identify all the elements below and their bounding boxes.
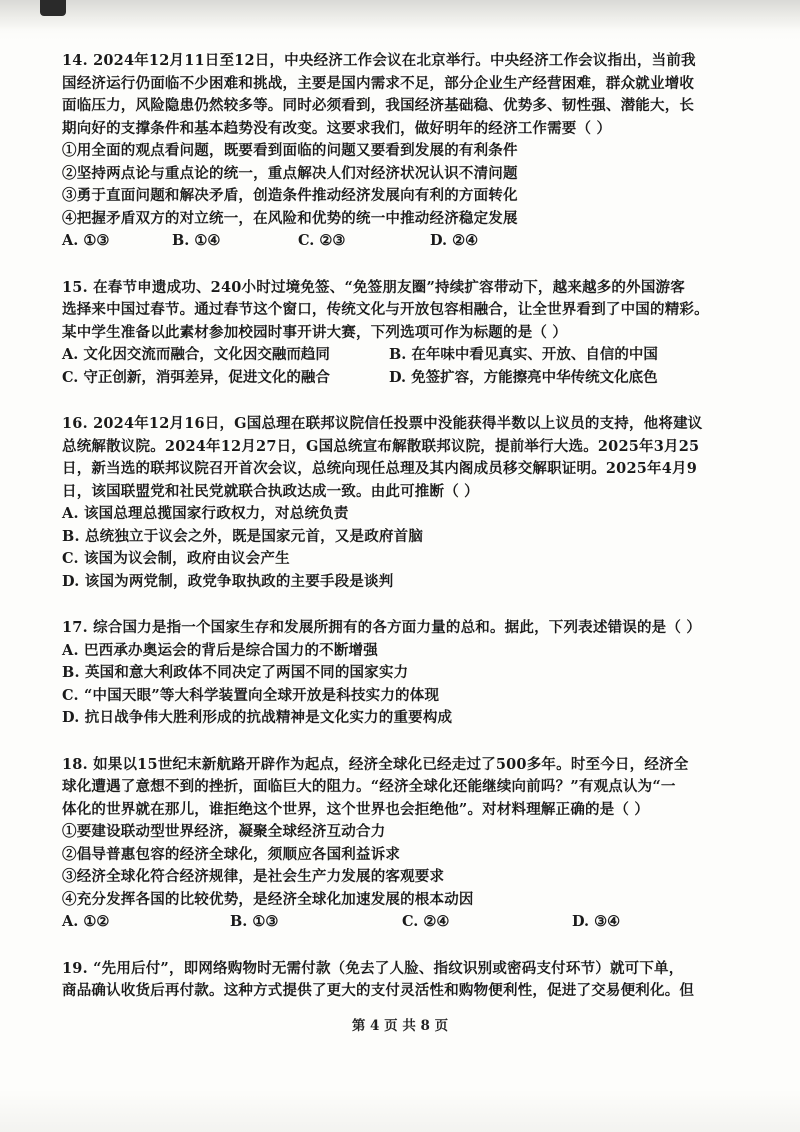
- question-14-option-c: C. ②③: [298, 232, 346, 249]
- question-18-stem-line: 体化的世界就在那儿，谁拒绝这个世界，这个世界也会拒绝他”。对材料理解正确的是（ ）: [62, 800, 650, 818]
- questions-area: [62, 50, 716, 1027]
- question-14-statement: ④把握矛盾双方的对立统一，在风险和优势的统一中推动经济稳定发展: [62, 209, 518, 227]
- question-16-option-d: D. 该国为两党制，政党争取执政的主要手段是谈判: [62, 572, 394, 590]
- question-16-stem-line: 16. 2024年12月16日，G国总理在联邦议院信任投票中没能获得半数以上议员的支持，他将建议: [62, 415, 703, 432]
- question-17-option-d: D. 抗日战争伟大胜利形成的抗战精神是文化实力的重要构成: [62, 709, 453, 726]
- question-15-stem-line: 选择来中国过春节。通过春节这个窗口，传统文化与开放包容相融合，让全世界看到了中国的精彩。: [62, 301, 709, 318]
- question-15-option-d: D. 免签扩容，方能擦亮中华传统文化底色: [389, 368, 658, 386]
- question-15-options-row-1: [62, 344, 716, 367]
- question-16-option-b: B. 总统独立于议会之外，既是国家元首，又是政府首脑: [62, 527, 424, 545]
- question-18-stem-line: 18. 如果以15世纪末新航路开辟作为起点，经济全球化已经走过了500多年。时至今日，经济全: [62, 755, 689, 773]
- question-18-stem-line: 球化遭遇了意想不到的挫折，面临巨大的阻力。“经济全球化还能继续向前吗？”有观点认为“一: [62, 778, 676, 795]
- question-18: [62, 754, 716, 934]
- question-19-stem-line: 19. “先用后付”，即网络购物时无需付款（免去了人脸、指纹识别或密码支付环节）就可下单，: [62, 959, 684, 977]
- question-18-statement: ②倡导普惠包容的经济全球化，须顺应各国利益诉求: [62, 845, 401, 863]
- question-19-stem-line: 商品确认收货后再付款。这种方式提供了更大的支付灵活性和购物便利性，促进了交易便利化。但: [62, 982, 695, 999]
- question-18-statement: ③经济全球化符合经济规律，是社会生产力发展的客观要求: [62, 868, 445, 885]
- question-17-option-a: A. 巴西承办奥运会的背后是综合国力的不断增强: [62, 641, 378, 659]
- question-15-options-row-2: [62, 367, 716, 390]
- question-15-option-b: B. 在年味中看见真实、开放、自信的中国: [389, 346, 658, 363]
- question-18-statement: ①要建设联动型世界经济，凝聚全球经济互动合力: [62, 823, 386, 840]
- question-14-stem-line: 国经济运行仍面临不少困难和挑战，主要是国内需求不足，部分企业生产经营困难，群众就业增收: [62, 74, 695, 92]
- question-14-statement: ②坚持两点论与重点论的统一，重点解决人们对经济状况认识不清问题: [62, 164, 518, 182]
- question-14-options: [62, 230, 716, 253]
- question-18-option-a: A. ①②: [62, 913, 110, 930]
- question-17-option-c: C. “中国天眼”等大科学装置向全球开放是科技实力的体现: [62, 686, 440, 704]
- binder-clip-mark: [40, 0, 66, 16]
- page-number: 第 4 页 共 8 页: [351, 1018, 449, 1034]
- question-14-option-a: A. ①③: [62, 232, 110, 249]
- question-14-stem-line: 面临压力，风险隐患仍然较多等。同时必须看到，我国经济基础稳、优势多、韧性强、潜能大，长: [62, 97, 695, 114]
- question-18-option-b: B. ①③: [230, 913, 279, 930]
- question-14-option-b: B. ①④: [172, 232, 221, 249]
- question-16: [62, 413, 716, 593]
- question-14-option-d: D. ②④: [430, 232, 479, 249]
- question-16-option-c: C. 该国为议会制，政府由议会产生: [62, 550, 290, 567]
- question-15-option-a: A. 文化因交流而融合，文化因交融而趋同: [62, 346, 330, 363]
- question-16-stem-line: 日，新当选的联邦议院召开首次会议，总统向现任总理及其内阁成员移交解职证明。2025年4月9: [62, 460, 698, 477]
- question-17: [62, 617, 716, 730]
- question-14-stem-line: 期向好的支撑条件和基本趋势没有改变。这要求我们，做好明年的经济工作需要（ ）: [62, 119, 612, 137]
- question-17-option-b: B. 英国和意大利政体不同决定了两国不同的国家实力: [62, 664, 409, 681]
- question-18-option-d: D. ③④: [572, 913, 621, 930]
- question-18-option-c: C. ②④: [402, 913, 450, 930]
- question-16-stem-line: 日，该国联盟党和社民党就联合执政达成一致。由此可推断（ ）: [62, 482, 479, 500]
- question-15-stem-line: 某中学生准备以此素材参加校园时事开讲大赛，下列选项可作为标题的是（ ）: [62, 323, 568, 341]
- question-18-statement: ④充分发挥各国的比较优势，是经济全球化加速发展的根本动因: [62, 890, 474, 908]
- question-19: [62, 958, 716, 1003]
- question-17-stem-line: 17. 综合国力是指一个国家生存和发展所拥有的各方面力量的总和。据此，下列表述错误的是（ ）: [62, 619, 702, 636]
- question-16-stem-line: 总统解散议院。2024年12月27日，G国总统宣布解散联邦议院，提前举行大选。2025年3月25: [62, 437, 700, 455]
- question-14-statement: ①用全面的观点看问题，既要看到面临的问题又要看到发展的有利条件: [62, 142, 518, 159]
- question-15-stem-line: 15. 在春节申遗成功、240小时过境免签、“免签朋友圈”持续扩容带动下，越来越多的外国游客: [62, 278, 685, 296]
- question-18-options: [62, 911, 716, 934]
- question-15-option-c: C. 守正创新，消弭差异，促进文化的融合: [62, 368, 330, 386]
- question-15: [62, 277, 716, 390]
- scan-top-shadow: [0, 0, 800, 30]
- question-14-stem-line: 14. 2024年12月11日至12日，中央经济工作会议在北京举行。中央经济工作会议指出，当前我: [62, 52, 696, 69]
- question-14-statement: ③勇于直面问题和解决矛盾，创造条件推动经济发展向有利的方面转化: [62, 187, 518, 204]
- question-16-option-a: A. 该国总理总揽国家行政权力，对总统负责: [62, 505, 349, 522]
- question-14: [62, 50, 716, 253]
